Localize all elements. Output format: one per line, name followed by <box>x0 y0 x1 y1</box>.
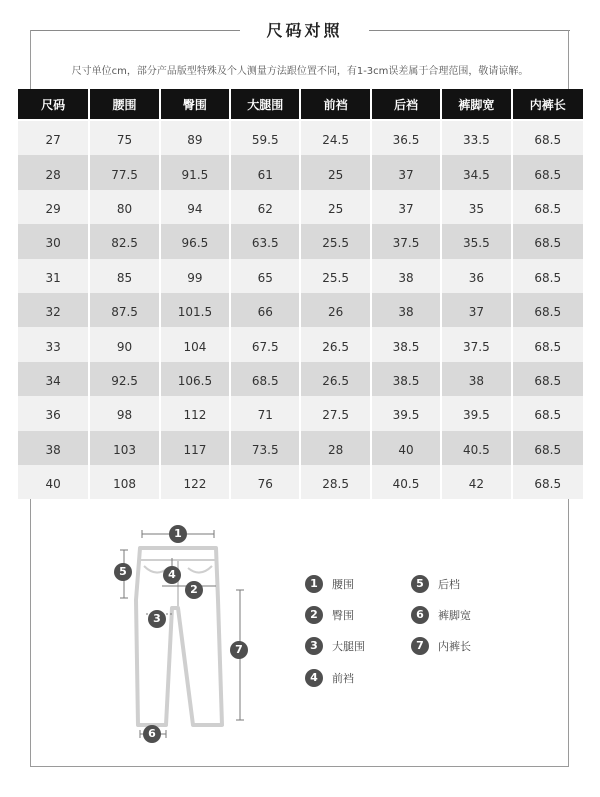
table-header-row <box>18 89 583 121</box>
legend-badge: 2 <box>305 606 323 624</box>
table-cell: 68.5 <box>513 259 583 293</box>
table-cell: 98 <box>90 396 158 430</box>
table-row <box>18 155 583 189</box>
table-cell: 62 <box>231 190 299 224</box>
table-cell: 71 <box>231 396 299 430</box>
table-cell: 68.5 <box>513 190 583 224</box>
table-row <box>18 431 583 465</box>
legend-label: 大腿围 <box>332 640 365 653</box>
table-row <box>18 293 583 327</box>
table-cell: 39.5 <box>442 396 510 430</box>
table-cell: 96.5 <box>161 224 229 258</box>
table-cell: 67.5 <box>231 327 299 361</box>
table-cell: 82.5 <box>90 224 158 258</box>
table-cell: 38 <box>372 293 440 327</box>
table-cell: 26.5 <box>301 362 369 396</box>
table-row <box>18 362 583 396</box>
table-cell: 32 <box>18 293 88 327</box>
legend-badge: 5 <box>411 575 429 593</box>
legend-item-leg-opening <box>411 606 471 624</box>
table-cell: 68.5 <box>513 396 583 430</box>
legend-badge: 4 <box>305 669 323 687</box>
table-cell: 108 <box>90 465 158 499</box>
table-cell: 68.5 <box>513 121 583 155</box>
legend-label: 裤脚宽 <box>438 609 471 622</box>
table-cell: 99 <box>161 259 229 293</box>
table-cell: 104 <box>161 327 229 361</box>
pants-measurement-icon <box>100 520 260 750</box>
header-hip: 臀围 <box>161 89 229 121</box>
table-cell: 34 <box>18 362 88 396</box>
table-cell: 40.5 <box>372 465 440 499</box>
header-leg-opening: 裤脚宽 <box>442 89 510 121</box>
table-cell: 68.5 <box>513 155 583 189</box>
table-cell: 75 <box>90 121 158 155</box>
legend-badge: 3 <box>305 637 323 655</box>
legend-badge: 6 <box>411 606 429 624</box>
table-cell: 76 <box>231 465 299 499</box>
marker-5-badge: 5 <box>114 563 132 581</box>
marker-2-badge: 2 <box>185 581 203 599</box>
table-cell: 68.5 <box>231 362 299 396</box>
header-front-rise: 前裆 <box>301 89 369 121</box>
table-cell: 42 <box>442 465 510 499</box>
legend-item-thigh <box>305 637 365 655</box>
table-cell: 29 <box>18 190 88 224</box>
table-cell: 73.5 <box>231 431 299 465</box>
table-cell: 40 <box>18 465 88 499</box>
table-cell: 117 <box>161 431 229 465</box>
table-cell: 37.5 <box>442 327 510 361</box>
table-cell: 68.5 <box>513 431 583 465</box>
table-cell: 92.5 <box>90 362 158 396</box>
table-cell: 38.5 <box>372 362 440 396</box>
table-cell: 38 <box>18 431 88 465</box>
table-cell: 37 <box>372 155 440 189</box>
legend-badge: 1 <box>305 575 323 593</box>
measurement-note: 尺寸单位cm，部分产品版型特殊及个人测量方法跟位置不同，有1-3cm误差属于合理范围，敬请谅解。 <box>71 66 529 77</box>
legend-item-back-rise <box>411 575 460 593</box>
header-back-rise: 后裆 <box>372 89 440 121</box>
table-cell: 25 <box>301 155 369 189</box>
table-cell: 25 <box>301 190 369 224</box>
table-cell: 91.5 <box>161 155 229 189</box>
table-cell: 25.5 <box>301 259 369 293</box>
table-row <box>18 224 583 258</box>
table-row <box>18 465 583 499</box>
table-cell: 87.5 <box>90 293 158 327</box>
table-cell: 39.5 <box>372 396 440 430</box>
table-cell: 65 <box>231 259 299 293</box>
header-inseam: 内裤长 <box>513 89 583 121</box>
header-size: 尺码 <box>18 89 88 121</box>
table-row <box>18 190 583 224</box>
header-waist: 腰围 <box>90 89 158 121</box>
table-cell: 40 <box>372 431 440 465</box>
marker-1-badge: 1 <box>169 525 187 543</box>
table-cell: 89 <box>161 121 229 155</box>
legend-badge: 7 <box>411 637 429 655</box>
table-cell: 63.5 <box>231 224 299 258</box>
table-cell: 26.5 <box>301 327 369 361</box>
table-cell: 59.5 <box>231 121 299 155</box>
table-cell: 38 <box>442 362 510 396</box>
table-cell: 33 <box>18 327 88 361</box>
table-cell: 122 <box>161 465 229 499</box>
table-cell: 28 <box>18 155 88 189</box>
table-cell: 37 <box>372 190 440 224</box>
page-title: 尺码对照 <box>266 21 343 40</box>
table-row <box>18 396 583 430</box>
table-cell: 80 <box>90 190 158 224</box>
marker-4-badge: 4 <box>163 566 181 584</box>
table-cell: 36.5 <box>372 121 440 155</box>
pants-diagram <box>100 520 260 750</box>
marker-6-badge: 6 <box>143 725 161 743</box>
table-row <box>18 121 583 155</box>
marker-7-badge: 7 <box>230 641 248 659</box>
table-cell: 61 <box>231 155 299 189</box>
table-cell: 68.5 <box>513 327 583 361</box>
table-cell: 38.5 <box>372 327 440 361</box>
measurement-legend <box>305 575 555 695</box>
table-cell: 77.5 <box>90 155 158 189</box>
table-cell: 35.5 <box>442 224 510 258</box>
legend-label: 腰围 <box>332 578 354 591</box>
table-cell: 26 <box>301 293 369 327</box>
table-cell: 31 <box>18 259 88 293</box>
table-cell: 36 <box>18 396 88 430</box>
legend-item-waist <box>305 575 354 593</box>
table-cell: 27 <box>18 121 88 155</box>
table-row <box>18 259 583 293</box>
legend-label: 内裤长 <box>438 640 471 653</box>
marker-3-badge: 3 <box>148 610 166 628</box>
table-cell: 112 <box>161 396 229 430</box>
table-cell: 68.5 <box>513 293 583 327</box>
table-cell: 36 <box>442 259 510 293</box>
table-cell: 30 <box>18 224 88 258</box>
header-thigh: 大腿围 <box>231 89 299 121</box>
legend-label: 臀围 <box>332 609 354 622</box>
legend-label: 前裆 <box>332 672 354 685</box>
table-cell: 37.5 <box>372 224 440 258</box>
table-cell: 27.5 <box>301 396 369 430</box>
table-cell: 85 <box>90 259 158 293</box>
table-cell: 34.5 <box>442 155 510 189</box>
table-cell: 28 <box>301 431 369 465</box>
table-cell: 68.5 <box>513 465 583 499</box>
table-row <box>18 327 583 361</box>
table-cell: 106.5 <box>161 362 229 396</box>
legend-item-inseam <box>411 637 471 655</box>
legend-item-front-rise <box>305 669 354 687</box>
legend-label: 后档 <box>438 578 460 591</box>
table-cell: 94 <box>161 190 229 224</box>
table-cell: 25.5 <box>301 224 369 258</box>
table-cell: 68.5 <box>513 362 583 396</box>
table-cell: 103 <box>90 431 158 465</box>
table-cell: 24.5 <box>301 121 369 155</box>
legend-item-hip <box>305 606 354 624</box>
table-cell: 40.5 <box>442 431 510 465</box>
size-table <box>16 89 585 499</box>
table-cell: 35 <box>442 190 510 224</box>
table-cell: 38 <box>372 259 440 293</box>
table-cell: 28.5 <box>301 465 369 499</box>
table-cell: 90 <box>90 327 158 361</box>
table-cell: 66 <box>231 293 299 327</box>
table-cell: 37 <box>442 293 510 327</box>
table-cell: 101.5 <box>161 293 229 327</box>
table-cell: 68.5 <box>513 224 583 258</box>
table-cell: 33.5 <box>442 121 510 155</box>
